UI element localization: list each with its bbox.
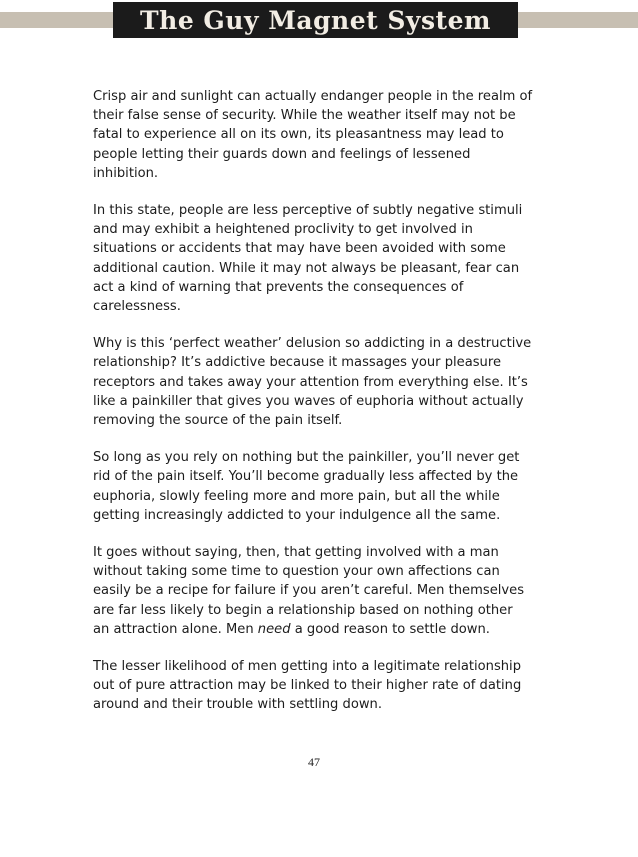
page-number: 47	[308, 755, 320, 769]
book-title: The Guy Magnet System	[140, 5, 491, 35]
header-title-box	[113, 2, 518, 38]
paragraph-5-text-after: a good reason to settle down.	[290, 621, 490, 637]
paragraph-5-text-before: It goes without saying, then, that getting involved with a man without taking some time to question your own affections can easily be a recipe for failure if you aren’t careful. Men themselves are far less likely to begin a relationship based on nothing other an attraction alone. Men	[93, 545, 525, 637]
paragraph-4: So long as you rely on nothing but the painkiller, you’ll never get rid of the pain itself. You’ll become gradually less affected by the euphoria, slowly feeling more and more pain, but all the while getting increasingly addicted to your indulgence all the same.	[93, 450, 520, 523]
paragraph-5	[93, 543, 533, 639]
paragraph-3: Why is this ‘perfect weather’ delusion so addicting in a destructive relationship? It’s addictive because it massages your pleasure receptors and takes away your attention from everything else. It’s like a painkiller that gives you waves of euphoria without actually removing the source of the pain itself.	[93, 336, 532, 429]
paragraph-5-emphasis: need	[257, 621, 291, 637]
paragraph-6: The lesser likelihood of men getting into a legitimate relationship out of pure attraction may be linked to their higher rate of dating around and their trouble with settling down.	[93, 659, 522, 713]
paragraph-2: In this state, people are less perceptive of subtly negative stimuli and may exhibit a heightened proclivity to get involved in situations or accidents that may have been avoided with some additional caution. While it may not always be pleasant, fear can act a kind of warning that prevents the consequences of carelessness.	[93, 203, 523, 315]
paragraph-1: Crisp air and sunlight can actually endanger people in the realm of their false sense of security. While the weather itself may not be fatal to experience all on its own, its pleasantness may lead to people letting their guards down and feelings of lessened inhibition.	[93, 89, 533, 181]
page-body	[93, 87, 533, 733]
